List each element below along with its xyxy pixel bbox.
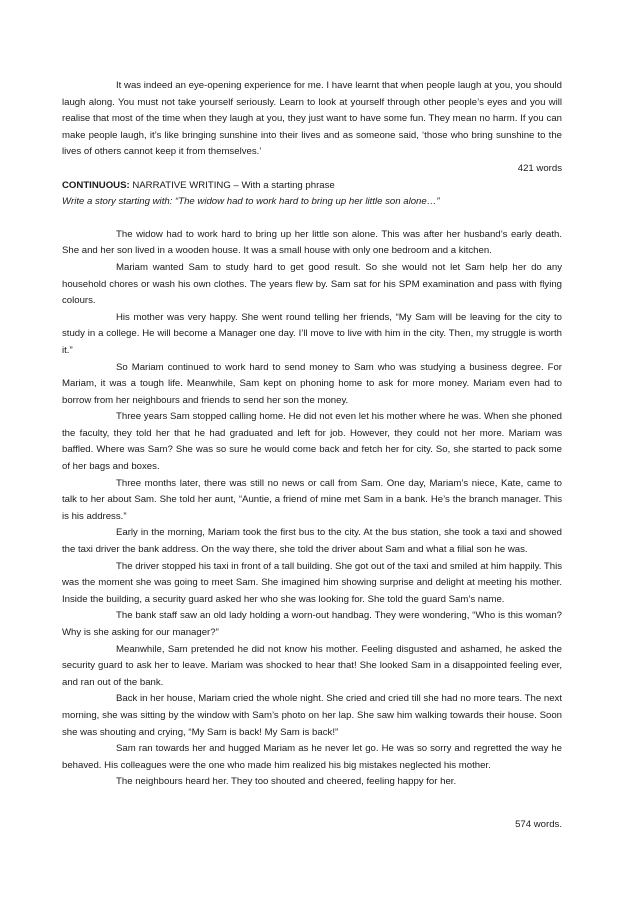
- story-paragraph: Sam ran towards her and hugged Mariam as he never let go. He was so sorry and regretted the way he behaved. His colleagues were the one who made him realized his big mistakes neglected his mother.: [62, 743, 562, 771]
- story-paragraph: Three years Sam stopped calling home. He did not even let his mother where he was. When she phoned the faculty, they told her that he had graduated and left for job. However, they could not her more. Mariam was baffled. Where was Sam? She was so sure he would come back and fetch her for city. So, she started to pack some of her bags and boxes.: [62, 411, 562, 473]
- section-label: CONTINUOUS:: [62, 179, 130, 191]
- story-paragraph: His mother was very happy. She went round telling her friends, “My Sam will be leaving for the city to study in a college. He will become a Manager one day. I’ll move to live with him in the city. Then, my struggle is worth it.”: [62, 311, 562, 356]
- story-paragraph: Early in the morning, Mariam took the first bus to the city. At the bus station, she took a taxi and showed the taxi driver the bank address. On the way there, she told the driver about Sam and what a filial son he was.: [62, 527, 562, 556]
- story-paragraph: So Mariam continued to work hard to send money to Sam who was studying a business degree. For Mariam, it was a tough life. Meanwhile, Sam kept on phoning home to ask for more money. Mariam even had to borrow from her neighbours and friends to send her son the money.: [62, 361, 562, 406]
- spacer: [62, 211, 562, 227]
- story-paragraph: The bank staff saw an old lady holding a worn-out handbag. They were wondering, “Who is this woman? Why is she asking for our manager?”: [62, 610, 562, 638]
- story-paragraph: The widow had to work hard to bring up her little son alone. This was after her husband’s early death. She and her son lived in a wooden house. It was a small house with only one bedroom and a kitchen.: [62, 228, 562, 257]
- intro-paragraph: It was indeed an eye-opening experience for me. I have learnt that when people laugh at you, you should laugh along. You must not take yourself seriously. Learn to look at yourself through other people’s eyes and you will realise that most of the time when they laugh at you, they just want to have some fun. They mean no harm. If you can make people laugh, it’s like bringing sunshine into their lives and as someone said, ‘those who bring sunshine to the lives of others cannot keep it from themselves.’: [62, 80, 562, 158]
- word-count-final: 574 words.: [515, 818, 562, 830]
- story-paragraph: The driver stopped his taxi in front of a tall building. She got out of the taxi and smiled at him happily. This was the moment she was going to meet Sam. She imagined him showing surprise and delight at meeting his mother. Inside the building, a security guard asked her who she was looking for. She told the guard Sam’s name.: [62, 560, 563, 605]
- word-count-first: 421 words: [517, 162, 562, 174]
- section-heading: [62, 178, 562, 195]
- task-prompt: Write a story starting with: “The widow had to work hard to bring up her little son alone…”: [62, 196, 440, 208]
- document-page: [62, 78, 562, 834]
- story-paragraph: Mariam wanted Sam to study hard to get good result. So she would not let Sam help her do any household chores or wash his own clothes. The years flew by. Sam sat for his SPM examination and pass with flying colours.: [62, 261, 562, 307]
- story-paragraph: Back in her house, Mariam cried the whole night. She cried and cried till she had no more tears. The next morning, she was sitting by the window with Sam’s photo on her lap. She saw him walking towards their house. Soon she was shouting and crying, “My Sam is back! My Sam is back!”: [62, 693, 562, 738]
- story-paragraph: Three months later, there was still no news or call from Sam. One day, Mariam’s niece, Kate, came to talk to her about Sam. She told her aunt, “Auntie, a friend of mine met Sam in a bank. He’s the branch manager. This is his address.”: [62, 477, 562, 522]
- section-title: NARRATIVE WRITING – With a starting phrase: [129, 179, 335, 191]
- story-paragraph: Meanwhile, Sam pretended he did not know his mother. Feeling disgusted and ashamed, he asked the security guard to ask her to leave. Mariam was shocked to hear that! She looked Sam in a disappointed feeling ever, and ran out of the bank.: [62, 643, 562, 688]
- story-paragraph: The neighbours heard her. They too shouted and cheered, feeling happy for her.: [116, 776, 457, 788]
